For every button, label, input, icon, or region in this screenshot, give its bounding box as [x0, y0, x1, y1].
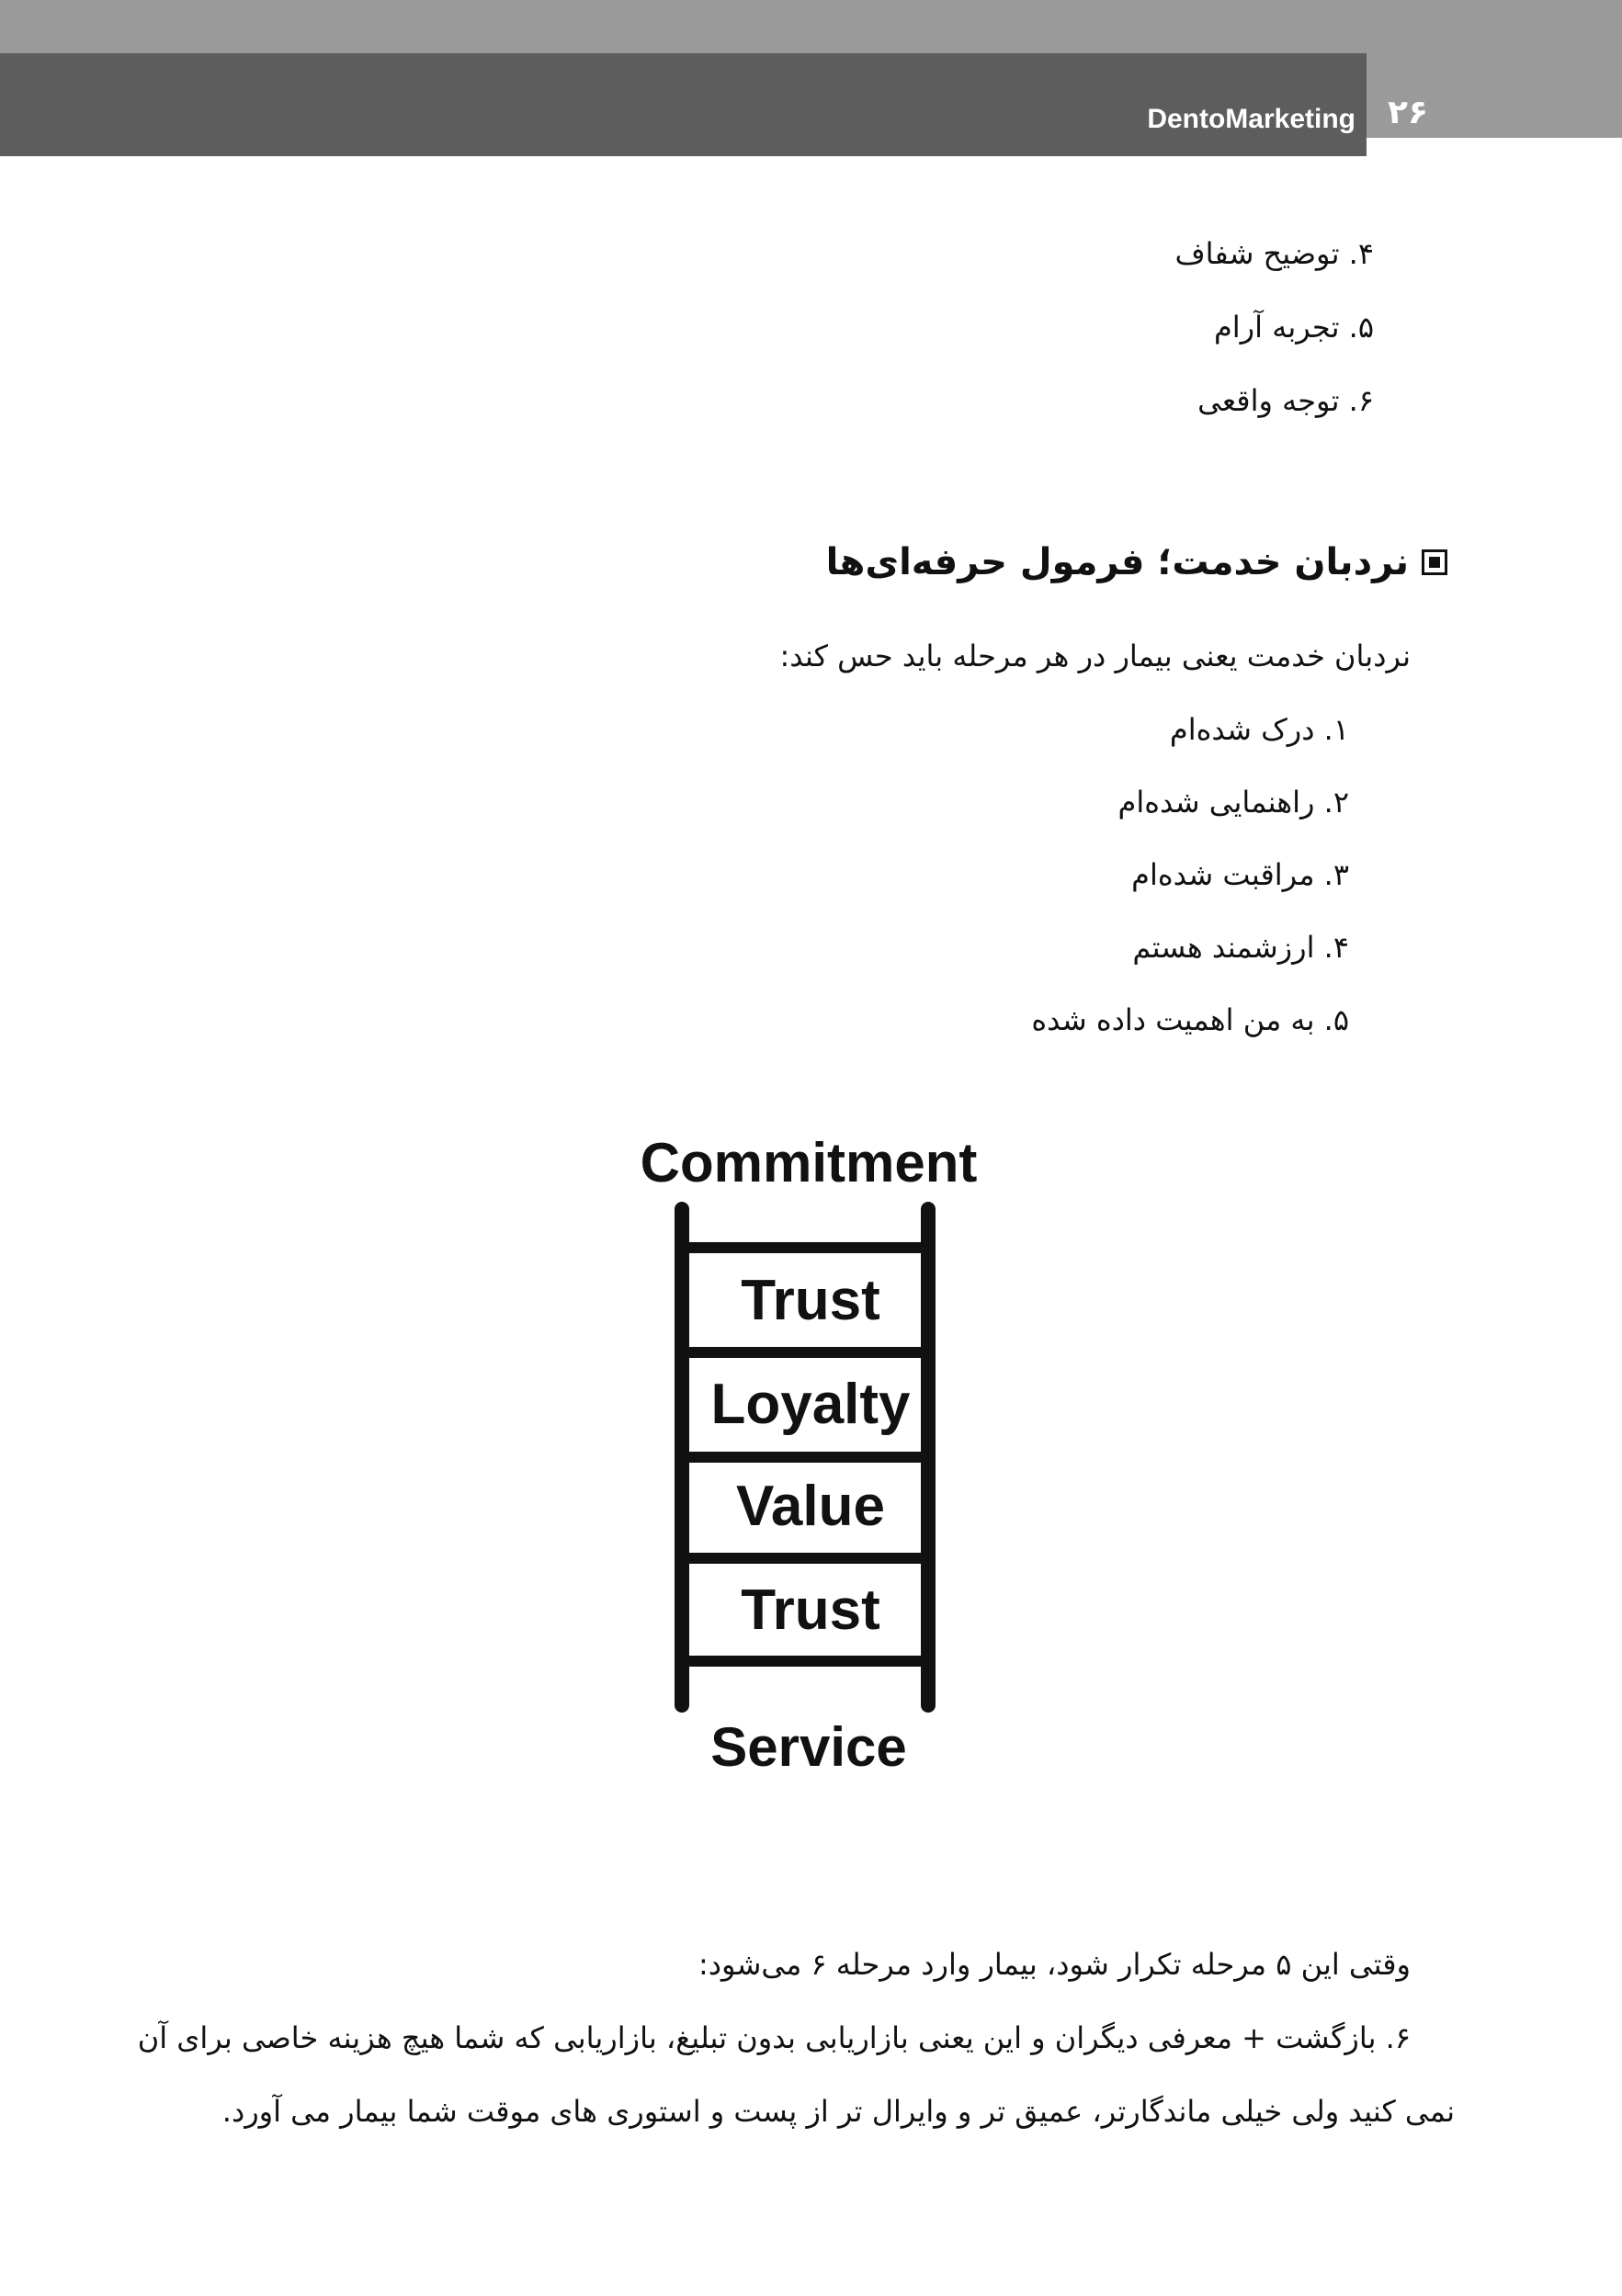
ladder-rung	[687, 1656, 930, 1667]
step-item: ۴. ارزشمند هستم	[1132, 930, 1349, 965]
page-number: ۲۶	[1388, 94, 1428, 131]
filled-square-icon	[1422, 549, 1447, 575]
ladder-left-rail	[675, 1202, 689, 1713]
step-item: ۳. مراقبت شده‌ام	[1131, 857, 1349, 892]
top-list-item: ۴. توضیح شفاف	[1174, 236, 1374, 271]
top-list-item: ۵. تجربه آرام	[1213, 310, 1374, 345]
section-intro: نردبان خدمت یعنی بیمار در هر مرحله باید حس کند:	[779, 639, 1411, 673]
closing-line: وقتی این ۵ مرحله تکرار شود، بیمار وارد مرحله ۶ می‌شود:	[698, 1947, 1411, 1982]
section-heading	[826, 535, 1447, 590]
ladder-rung	[687, 1553, 930, 1564]
step-item: ۵. به من اهمیت داده شده	[1031, 1002, 1349, 1037]
ladder-step-label: Value	[736, 1475, 885, 1538]
ladder-rung	[687, 1452, 930, 1463]
ladder-rung	[687, 1347, 930, 1358]
ladder-step-label: Trust	[741, 1269, 880, 1332]
ladder-top-label: Commitment	[640, 1132, 978, 1193]
step-item: ۲. راهنمایی شده‌ام	[1117, 785, 1349, 820]
closing-line: ۶. بازگشت + معرفی دیگران و این یعنی بازاریابی بدون تبلیغ، بازاریابی که شما هیچ هزینه خاصی برای آن	[137, 2020, 1411, 2055]
closing-line: نمی کنید ولی خیلی ماندگارتر، عمیق تر و وایرال تر از پست و استوری های موقت شما بیمار می آورد.	[221, 2094, 1455, 2129]
ladder-bottom-label: Service	[710, 1716, 907, 1778]
ladder-step-label: Loyalty	[710, 1373, 911, 1436]
ladder-right-rail	[921, 1202, 936, 1713]
step-item: ۱. درک شده‌ام	[1169, 712, 1349, 747]
section-heading-text: نردبان خدمت؛ فرمول حرفه‌ای‌ها	[825, 541, 1409, 583]
ladder-rung	[687, 1242, 930, 1253]
ladder-step-label: Trust	[741, 1578, 880, 1642]
header-brand: DentoMarketing	[1147, 104, 1355, 134]
top-list-item: ۶. توجه واقعی	[1197, 383, 1374, 418]
